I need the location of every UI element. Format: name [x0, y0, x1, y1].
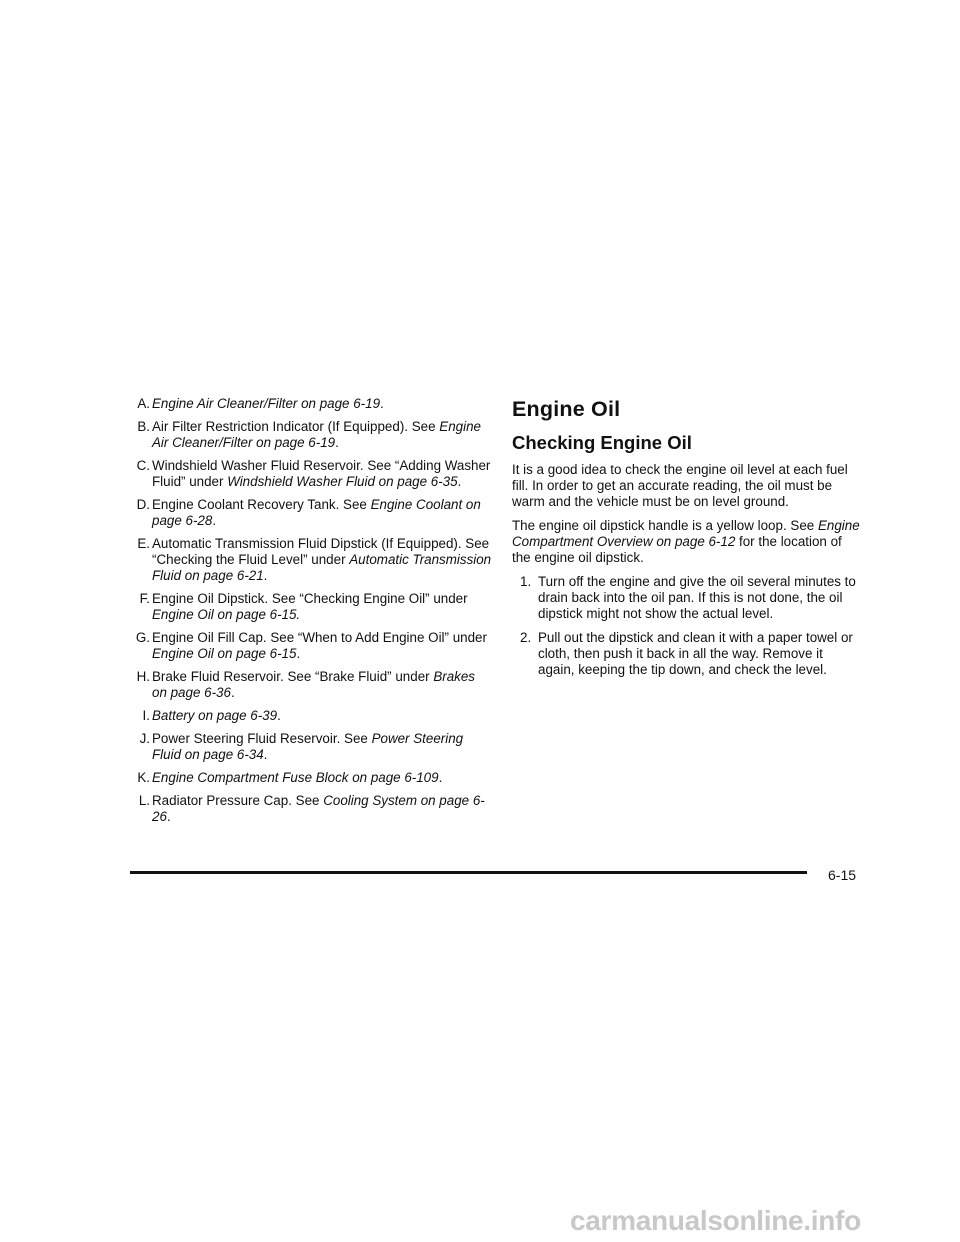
item-text: Engine Oil Dipstick. See “Checking Engine Oil” under [152, 591, 468, 606]
item-label: G. [135, 630, 150, 645]
cross-reference-link[interactable]: Engine Air Cleaner/Filter on page 6-19 [152, 419, 481, 450]
item-label: B. [137, 419, 150, 434]
cross-reference-link[interactable]: Engine Oil on page 6-15. [152, 607, 301, 622]
item-text: Engine Oil Fill Cap. See “When to Add Engine Oil” under [152, 630, 487, 645]
item-tail: . [438, 770, 443, 785]
item-text: Air Filter Restriction Indicator (If Equipped). See [152, 419, 440, 434]
step-number: 1. [520, 574, 532, 589]
list-item [128, 630, 493, 662]
parts-legend-list [128, 396, 493, 832]
step-text: Pull out the dipstick and clean it with a paper towel or cloth, then push it back in all the way. Remove it again, keeping the tip down, and check the level. [538, 630, 853, 677]
step-number: 2. [520, 630, 532, 645]
item-text: Brake Fluid Reservoir. See “Brake Fluid” under [152, 669, 434, 684]
subsection-heading: Checking Engine Oil [512, 432, 692, 453]
item-tail: . [457, 474, 462, 489]
cross-reference-link[interactable]: Engine Oil on page 6-15 [152, 646, 297, 661]
cross-reference-link[interactable]: Engine Compartment Fuse Block on page 6-109 [152, 770, 439, 785]
watermark: carmanualsonline.info [570, 1205, 861, 1236]
list-item [128, 731, 493, 763]
item-label: J. [139, 731, 150, 746]
list-item [128, 536, 493, 584]
list-item [128, 591, 493, 623]
paragraph-text: The engine oil dipstick handle is a yellow loop. See [512, 518, 818, 533]
paragraph-text: for the location of the engine oil dipstick. [512, 534, 842, 565]
list-item [128, 793, 493, 825]
item-label: L. [138, 793, 150, 808]
item-text: Windshield Washer Fluid Reservoir. See “Adding Washer Fluid” under [152, 458, 491, 489]
item-text: Power Steering Fluid Reservoir. See [152, 731, 372, 746]
cross-reference-link[interactable]: Engine Compartment Overview on page 6-12 [512, 518, 860, 549]
item-label: H. [136, 669, 150, 684]
footer-rule [130, 871, 807, 874]
step-item [512, 630, 862, 678]
item-tail: . [277, 708, 281, 723]
step-item [512, 574, 862, 622]
list-item [128, 419, 493, 451]
item-tail: . [230, 685, 235, 700]
cross-reference-link[interactable]: Engine Air Cleaner/Filter on page 6-19 [152, 396, 381, 411]
item-tail: . [263, 568, 268, 583]
list-item [128, 396, 493, 412]
step-text: Turn off the engine and give the oil several minutes to drain back into the oil pan. If this is not done, the oil dipstick might not show the actual level. [538, 574, 856, 621]
item-label: K. [137, 770, 150, 785]
item-tail: . [166, 809, 171, 824]
item-tail: . [335, 435, 339, 450]
list-item [128, 497, 493, 529]
cross-reference-link[interactable]: Battery on page 6-39 [152, 708, 278, 723]
item-label: D. [136, 497, 150, 512]
item-label: E. [137, 536, 150, 551]
cross-reference-link[interactable]: Power Steering Fluid on page 6-34 [152, 731, 464, 762]
page-number: 6-15 [828, 867, 857, 883]
item-text: Radiator Pressure Cap. See [152, 793, 324, 808]
engine-oil-section [512, 396, 862, 686]
item-label: A. [137, 396, 150, 411]
item-label: F. [139, 591, 150, 606]
cross-reference-link[interactable]: Cooling System on page 6-26 [152, 793, 485, 824]
item-text: Automatic Transmission Fluid Dipstick (If Equipped). See “Checking the Fluid Level” under [152, 536, 490, 567]
cross-reference-link[interactable]: Automatic Transmission Fluid on page 6-21 [152, 552, 492, 583]
item-text: Engine Coolant Recovery Tank. See [152, 497, 371, 512]
section-heading: Engine Oil [512, 397, 621, 421]
item-tail: . [380, 396, 384, 411]
list-item [128, 669, 493, 701]
item-tail: . [263, 747, 268, 762]
item-label: C. [136, 458, 150, 473]
dipstick-paragraph [512, 518, 862, 566]
list-item [128, 770, 493, 786]
cross-reference-link[interactable]: Engine Coolant on page 6-28 [152, 497, 481, 528]
item-label: I. [142, 708, 150, 723]
intro-paragraph: It is a good idea to check the engine oil level at each fuel fill. In order to get an accurate reading, the oil must be warm and the vehicle must be on level ground. [512, 462, 848, 509]
list-item [128, 708, 493, 724]
list-item [128, 458, 493, 490]
item-tail: . [212, 513, 217, 528]
cross-reference-link[interactable]: Brakes on page 6-36 [152, 669, 476, 700]
cross-reference-link[interactable]: Windshield Washer Fluid on page 6-35 [227, 474, 458, 489]
item-tail: . [296, 646, 301, 661]
